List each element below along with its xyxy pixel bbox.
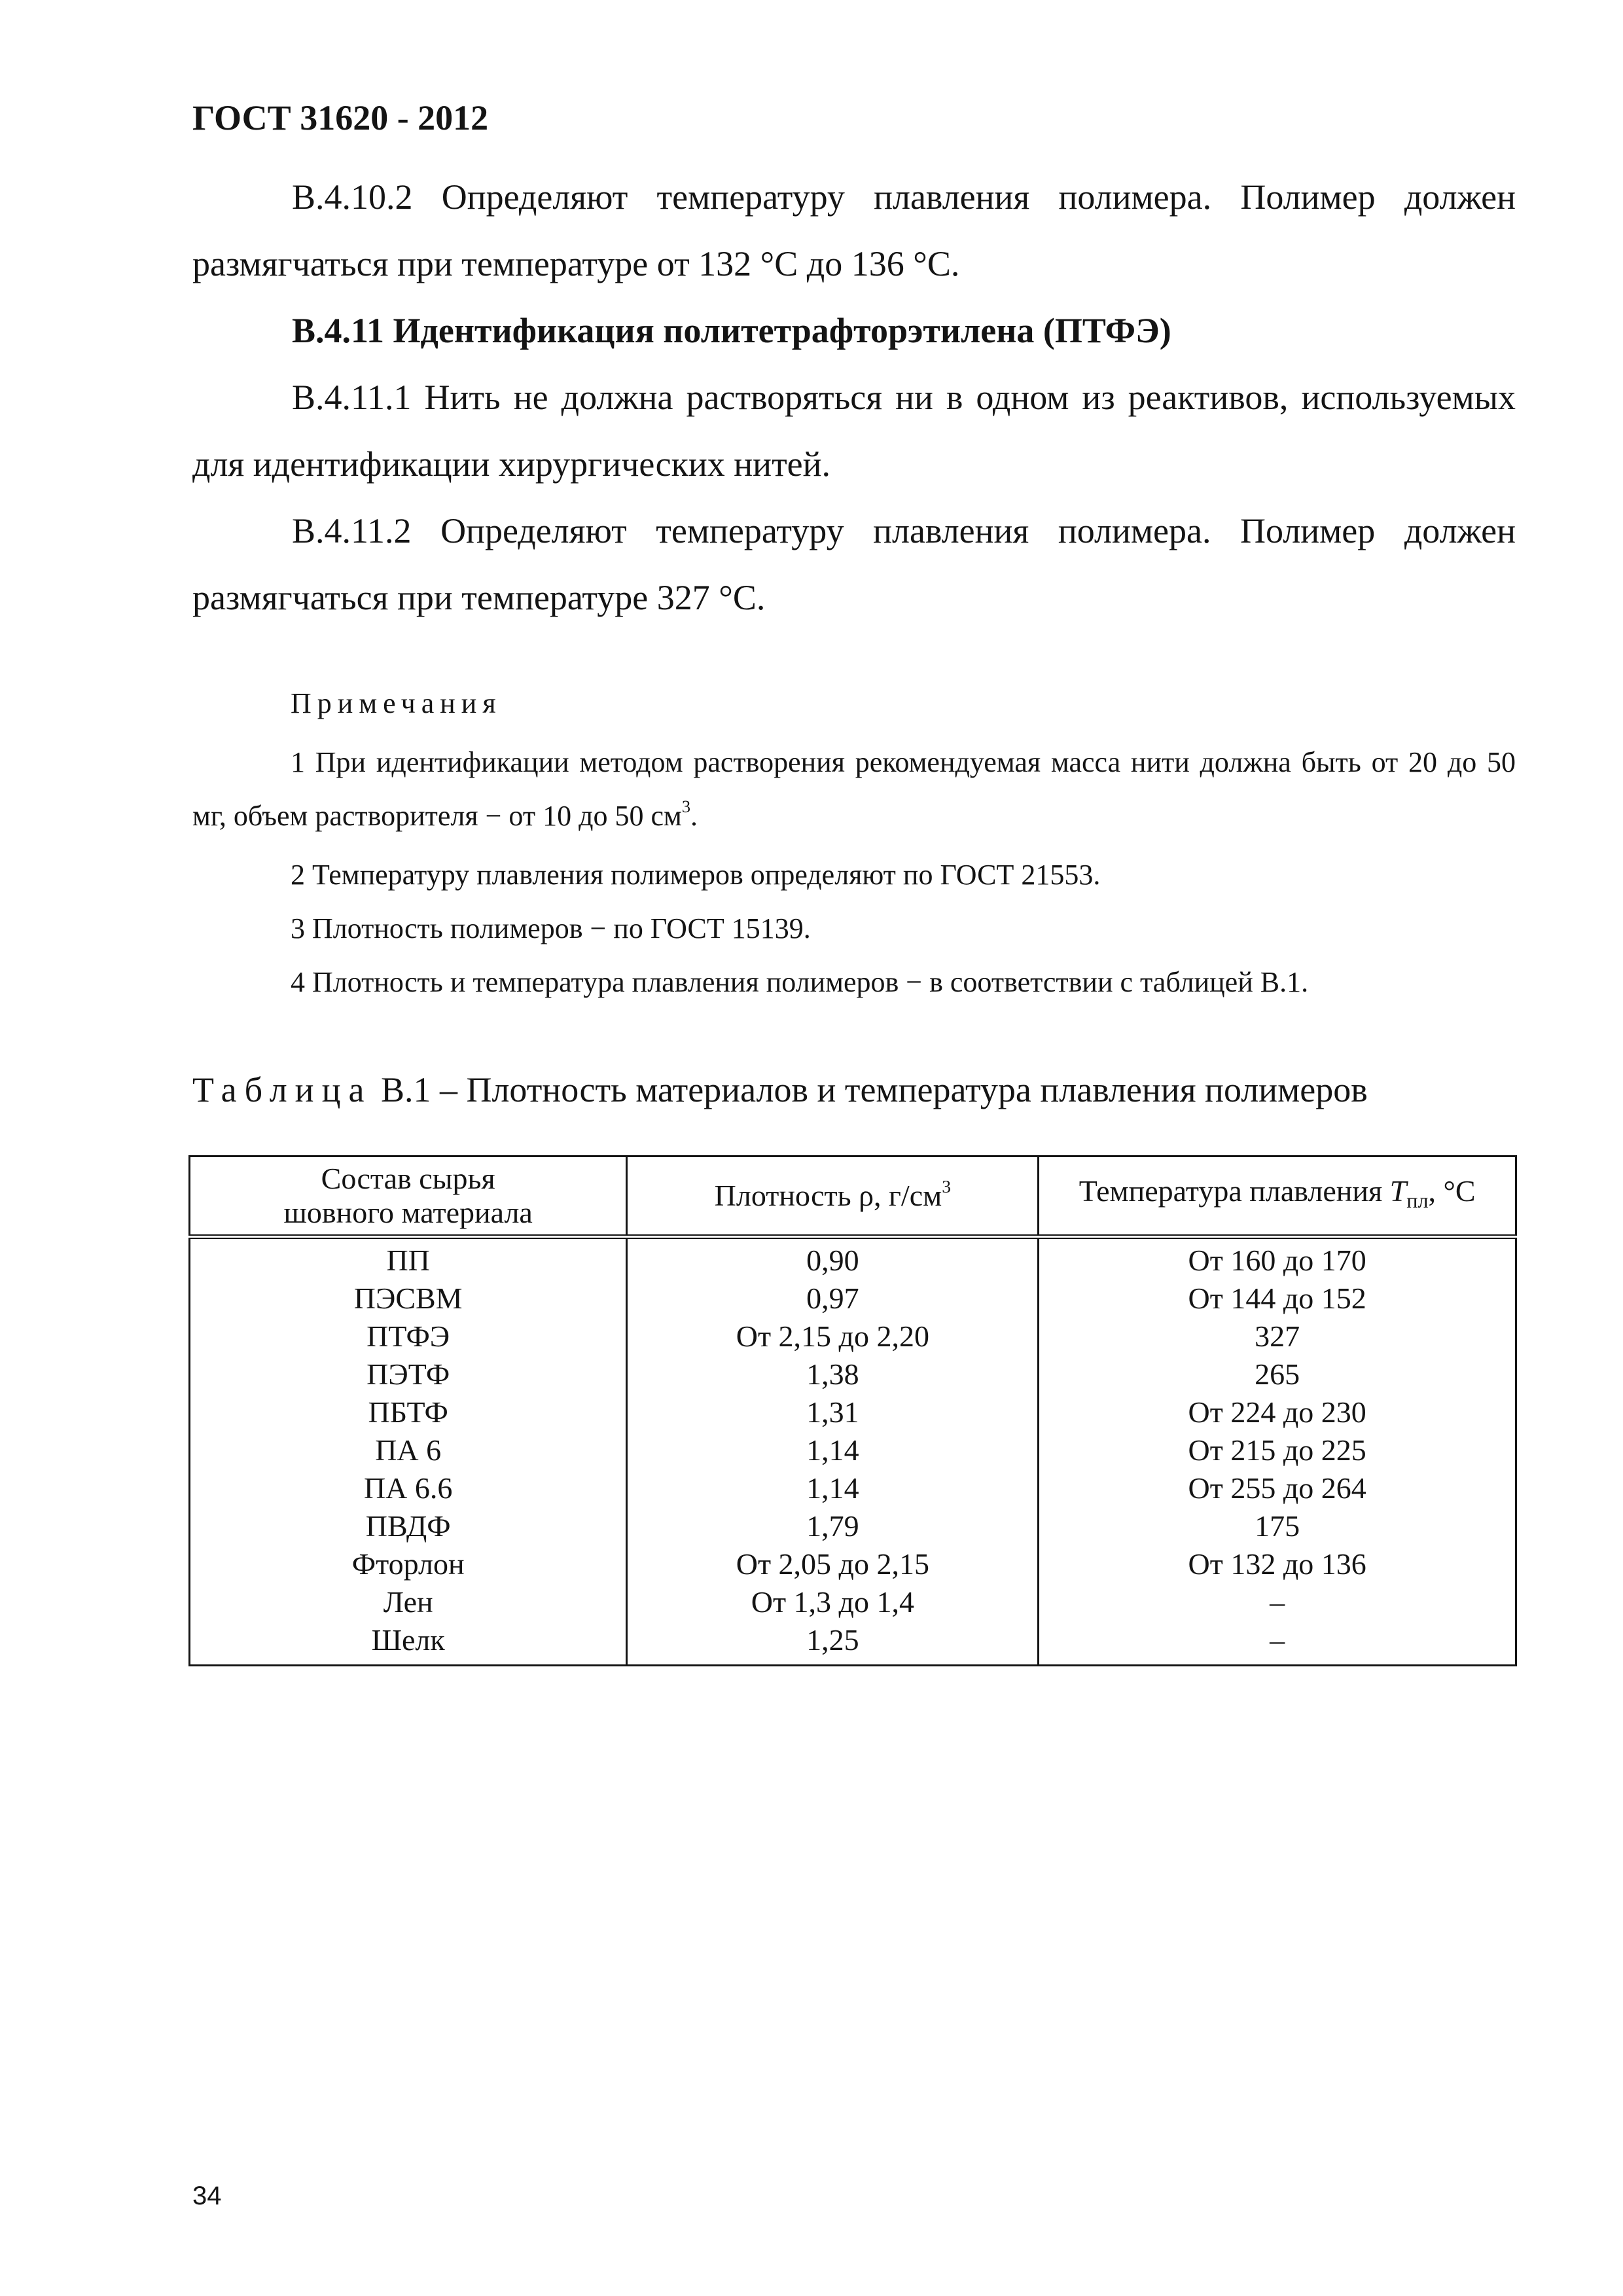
cell-melting-temp: От 215 до 225 — [1039, 1431, 1516, 1469]
table-row — [190, 1469, 1516, 1507]
cell-density: 1,38 — [627, 1355, 1039, 1393]
cell-melting-temp: 175 — [1039, 1507, 1516, 1545]
cell-material: ПА 6 — [190, 1431, 627, 1469]
cell-density: От 2,05 до 2,15 — [627, 1545, 1039, 1583]
paragraph-b-4-11-1: В.4.11.1 Нить не должна растворяться ни в одном из реактивов, используемых для идентификации хирургических нитей. — [192, 378, 1516, 484]
cell-density: От 1,3 до 1,4 — [627, 1583, 1039, 1621]
cell-material: ПЭСВМ — [190, 1280, 627, 1318]
table-row — [190, 1583, 1516, 1621]
cell-density: 1,14 — [627, 1431, 1039, 1469]
header-col3-symbol: T — [1389, 1174, 1407, 1208]
paragraph-b-4-11-2: В.4.11.2 Определяют температуру плавления полимера. Полимер должен размягчаться при температуре 327 °С. — [192, 511, 1516, 617]
cell-melting-temp: От 224 до 230 — [1039, 1393, 1516, 1431]
cell-material: Шелк — [190, 1621, 627, 1666]
note-1-end: . — [690, 800, 698, 832]
cell-density: 0,90 — [627, 1237, 1039, 1280]
header-col3-subscript: пл — [1406, 1189, 1429, 1213]
table-caption-title: В.1 – Плотность материалов и температура плавления полимеров — [372, 1070, 1368, 1109]
cell-material: ПП — [190, 1237, 627, 1280]
cell-melting-temp: От 144 до 152 — [1039, 1280, 1516, 1318]
cell-density: 1,79 — [627, 1507, 1039, 1545]
table-row — [190, 1621, 1516, 1666]
header-melting-temperature — [1039, 1157, 1516, 1237]
cell-melting-temp: 327 — [1039, 1318, 1516, 1355]
header-col2-superscript: 3 — [942, 1175, 952, 1196]
cell-material: ПВДФ — [190, 1507, 627, 1545]
header-col1-line1: Состав сырья — [321, 1162, 495, 1195]
note-1-text: 1 При идентификации методом растворения рекомендуемая масса нити должна быть от 20 до 50 мг, объем растворителя − от 10 до 50 см — [192, 746, 1516, 832]
table-caption — [192, 1060, 1368, 1119]
cell-material: ПТФЭ — [190, 1318, 627, 1355]
cell-material: Фторлон — [190, 1545, 627, 1583]
header-col3-unit: , °С — [1428, 1174, 1476, 1208]
cell-melting-temp: – — [1039, 1621, 1516, 1666]
note-1-superscript: 3 — [681, 797, 691, 817]
cell-density: От 2,15 до 2,20 — [627, 1318, 1039, 1355]
header-col2-text: Плотность ρ, г/см — [714, 1179, 942, 1212]
table-row — [190, 1355, 1516, 1393]
document-code-header: ГОСТ 31620 - 2012 — [192, 98, 489, 137]
table-row — [190, 1318, 1516, 1355]
table-row — [190, 1431, 1516, 1469]
cell-density: 0,97 — [627, 1280, 1039, 1318]
cell-material: Лен — [190, 1583, 627, 1621]
table-row — [190, 1393, 1516, 1431]
cell-melting-temp: – — [1039, 1583, 1516, 1621]
table-row — [190, 1507, 1516, 1545]
header-col3-text: Температура плавления — [1079, 1174, 1390, 1208]
section-heading-b-4-11: В.4.11 Идентификация политетрафторэтилена (ПТФЭ) — [292, 311, 1171, 350]
cell-material: ПБТФ — [190, 1393, 627, 1431]
cell-density: 1,31 — [627, 1393, 1039, 1431]
page-number: 34 — [192, 2181, 222, 2210]
notes-title: Примечания — [291, 687, 502, 719]
table-row — [190, 1545, 1516, 1583]
note-2: 2 Температуру плавления полимеров определяют по ГОСТ 21553. — [291, 859, 1101, 891]
header-density — [627, 1157, 1039, 1237]
table-header-row — [190, 1157, 1516, 1237]
paragraph-b-4-10-2: В.4.10.2 Определяют температуру плавления полимера. Полимер должен размягчаться при температуре от 132 °С до 136 °С. — [192, 177, 1516, 283]
cell-material: ПА 6.6 — [190, 1469, 627, 1507]
note-3: 3 Плотность полимеров − по ГОСТ 15139. — [291, 912, 811, 944]
table-row — [190, 1237, 1516, 1280]
cell-melting-temp: От 160 до 170 — [1039, 1237, 1516, 1280]
table-row — [190, 1280, 1516, 1318]
cell-melting-temp: От 132 до 136 — [1039, 1545, 1516, 1583]
density-melting-table — [188, 1155, 1517, 1666]
cell-density: 1,25 — [627, 1621, 1039, 1666]
note-4: 4 Плотность и температура плавления полимеров − в соответствии с таблицей В.1. — [291, 966, 1309, 998]
cell-material: ПЭТФ — [190, 1355, 627, 1393]
header-material-composition — [190, 1157, 627, 1237]
cell-melting-temp: От 255 до 264 — [1039, 1469, 1516, 1507]
header-col1-line2: шовного материала — [283, 1196, 533, 1229]
note-1 — [192, 736, 1516, 843]
cell-density: 1,14 — [627, 1469, 1039, 1507]
table-caption-word: Таблица — [192, 1070, 372, 1109]
cell-melting-temp: 265 — [1039, 1355, 1516, 1393]
